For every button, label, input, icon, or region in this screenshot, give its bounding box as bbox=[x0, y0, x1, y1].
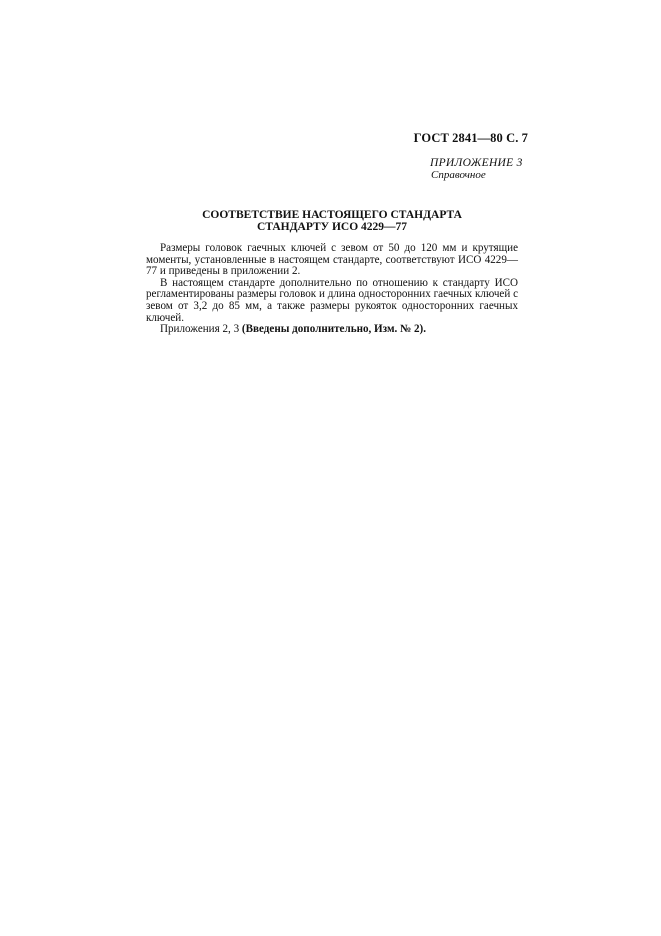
section-title bbox=[146, 209, 518, 233]
amendment-note-prefix: Приложения 2, 3 bbox=[160, 323, 242, 336]
paragraph-2: В настоящем стандарте дополнительно по отношению к стандарту ИСО регламентированы размеры головок и длина односторонних гаечных ключей с зевом от 3,2 до 85 мм, а также размеры рукояток односторонних гаечных ключей. bbox=[146, 276, 518, 324]
appendix-label: ПРИЛОЖЕНИЕ 3 bbox=[430, 157, 523, 169]
body-text bbox=[146, 243, 518, 336]
section-title-line-1: СООТВЕТСТВИЕ НАСТОЯЩЕГО СТАНДАРТА bbox=[202, 209, 462, 221]
amendment-note bbox=[146, 324, 518, 336]
section-title-line-2: СТАНДАРТУ ИСО 4229—77 bbox=[256, 221, 408, 233]
paragraph-1: Размеры головок гаечных ключей с зевом от 50 до 120 мм и крутящие моменты, установленные в настоящем стандарте, соответствуют ИСО 4229—77 и приведены в приложении 2. bbox=[146, 242, 518, 278]
appendix-kind: Справочное bbox=[431, 169, 486, 181]
page-header-reference: ГОСТ 2841—80 С. 7 bbox=[413, 131, 528, 145]
amendment-note-bold: (Введены дополнительно, Изм. № 2). bbox=[241, 323, 427, 336]
